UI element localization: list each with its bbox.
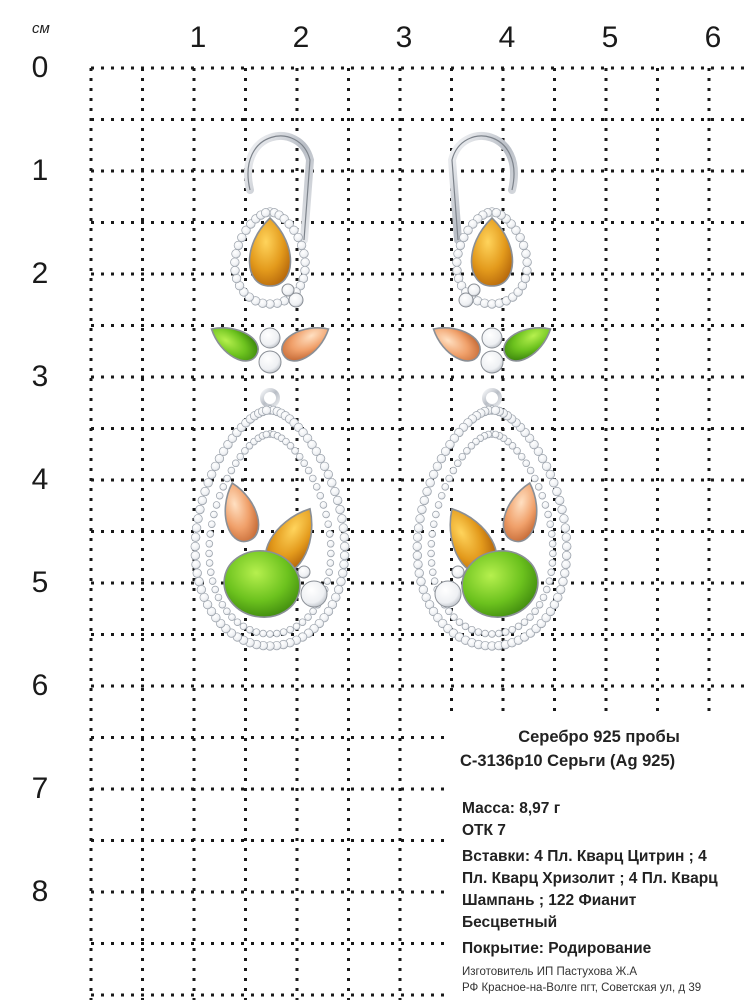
cz-stone bbox=[301, 581, 327, 607]
cz-stone bbox=[301, 258, 310, 267]
citrine-stone bbox=[472, 218, 513, 286]
cz-stone bbox=[451, 614, 458, 621]
cz-stone bbox=[445, 608, 452, 615]
cz-stone bbox=[454, 460, 461, 467]
cz-stone bbox=[531, 475, 538, 482]
label-mass: Масса: 8,97 г bbox=[462, 800, 561, 817]
cz-stone bbox=[259, 351, 281, 373]
label-maker-line: Изготовитель ИП Пастухова Ж.А bbox=[462, 966, 638, 978]
y-scale-tick-label: 2 bbox=[31, 257, 49, 290]
cz-stone bbox=[193, 569, 202, 578]
cz-stone bbox=[253, 629, 260, 636]
cz-stone bbox=[220, 483, 227, 490]
cz-stone bbox=[231, 266, 240, 275]
cz-stone bbox=[325, 521, 332, 528]
cz-stone bbox=[327, 550, 334, 557]
cz-stone bbox=[418, 505, 427, 514]
cz-stone bbox=[442, 483, 449, 490]
citrine-stone bbox=[250, 218, 291, 286]
cz-stone bbox=[337, 577, 346, 586]
cz-stone bbox=[309, 475, 316, 482]
cz-stone bbox=[523, 258, 532, 267]
cz-stone bbox=[509, 626, 516, 633]
cz-stone bbox=[273, 630, 280, 637]
cz-stone bbox=[192, 560, 201, 569]
cz-stone bbox=[267, 631, 274, 638]
silver-earring-right bbox=[413, 136, 571, 650]
cz-stone bbox=[518, 453, 525, 460]
cz-stone bbox=[548, 569, 555, 576]
cz-stone bbox=[196, 505, 205, 514]
cz-stone bbox=[229, 614, 236, 621]
x-scale-tick-label: 6 bbox=[704, 21, 722, 54]
y-scale-tick-label: 7 bbox=[31, 772, 49, 805]
cz-stone bbox=[492, 208, 501, 217]
cz-stone bbox=[313, 483, 320, 490]
y-scale-tick-label: 3 bbox=[31, 360, 49, 393]
cz-stone bbox=[560, 514, 569, 523]
cz-stone bbox=[450, 467, 457, 474]
cz-stone bbox=[562, 551, 571, 560]
cz-stone bbox=[287, 626, 294, 633]
cz-stone bbox=[234, 619, 241, 626]
cz-stone bbox=[415, 569, 424, 578]
cz-stone bbox=[416, 514, 425, 523]
cz-stone bbox=[546, 470, 555, 479]
cz-stone bbox=[338, 569, 347, 578]
cz-stone bbox=[191, 551, 200, 560]
cz-stone bbox=[542, 502, 549, 509]
cz-stone bbox=[331, 487, 340, 496]
cz-stone bbox=[215, 594, 222, 601]
cz-stone bbox=[198, 496, 207, 505]
cz-stone bbox=[191, 533, 200, 542]
cz-stone bbox=[549, 540, 556, 547]
jump-ring bbox=[262, 390, 278, 406]
cz-stone bbox=[212, 586, 219, 593]
cz-stone bbox=[260, 328, 280, 348]
cz-stone bbox=[191, 542, 200, 551]
cz-stone bbox=[453, 266, 462, 275]
cz-stone bbox=[553, 593, 562, 602]
cz-stone bbox=[419, 585, 428, 594]
cz-stone bbox=[340, 542, 349, 551]
cz-stone bbox=[428, 550, 435, 557]
cz-stone bbox=[324, 578, 331, 585]
cz-stone bbox=[320, 462, 329, 471]
cz-stone bbox=[339, 524, 348, 533]
cz-stone bbox=[209, 578, 216, 585]
cz-stone bbox=[429, 531, 436, 538]
cz-stone bbox=[326, 531, 333, 538]
cz-stone bbox=[223, 608, 230, 615]
x-scale-tick-label: 2 bbox=[292, 21, 310, 54]
cz-stone bbox=[549, 479, 558, 488]
x-scale-tick-label: 3 bbox=[395, 21, 413, 54]
cz-stone bbox=[417, 577, 426, 586]
cz-stone bbox=[562, 560, 571, 569]
x-scale-tick-label: 4 bbox=[498, 21, 516, 54]
cz-stone bbox=[549, 550, 556, 557]
cz-stone bbox=[546, 578, 553, 585]
cz-stone bbox=[204, 479, 213, 488]
champagne-stone bbox=[277, 317, 335, 366]
cz-stone bbox=[420, 496, 429, 505]
cz-stone bbox=[468, 626, 475, 633]
cz-stone bbox=[320, 502, 327, 509]
cz-stone bbox=[435, 581, 461, 607]
cz-stone bbox=[556, 585, 565, 594]
cz-stone bbox=[317, 492, 324, 499]
cz-stone bbox=[211, 462, 220, 471]
cz-stone bbox=[535, 483, 542, 490]
cz-stone bbox=[431, 578, 438, 585]
cz-stone bbox=[547, 521, 554, 528]
cz-stone bbox=[413, 551, 422, 560]
cz-stone bbox=[305, 467, 312, 474]
product-label-card bbox=[448, 712, 750, 1000]
label-title: Серебро 925 пробы bbox=[518, 728, 680, 746]
cz-stone bbox=[293, 623, 300, 630]
cz-stone bbox=[558, 505, 567, 514]
cz-stone bbox=[454, 249, 463, 258]
cz-stone bbox=[413, 533, 422, 542]
cz-stone bbox=[216, 492, 223, 499]
cz-stone bbox=[515, 623, 522, 630]
y-scale-tick-label: 6 bbox=[31, 669, 49, 702]
cz-stone bbox=[495, 630, 502, 637]
cz-stone bbox=[327, 560, 334, 567]
cz-stone bbox=[464, 447, 471, 454]
cz-stone bbox=[562, 542, 571, 551]
cz-stone bbox=[553, 487, 562, 496]
cz-stone bbox=[340, 533, 349, 542]
y-scale-tick-label: 0 bbox=[31, 51, 49, 84]
label-inserts-line: Бесцветный bbox=[462, 914, 558, 931]
cz-stone bbox=[428, 560, 435, 567]
cz-stone bbox=[201, 487, 210, 496]
cz-stone bbox=[561, 524, 570, 533]
cz-stone bbox=[489, 631, 496, 638]
cz-stone bbox=[527, 614, 534, 621]
cz-stone bbox=[548, 531, 555, 538]
cz-stone bbox=[414, 560, 423, 569]
cz-stone bbox=[437, 454, 446, 463]
champagne-stone bbox=[427, 317, 485, 366]
cz-stone bbox=[246, 626, 253, 633]
y-scale-tick-label: 5 bbox=[31, 566, 49, 599]
y-scale-tick-label: 1 bbox=[31, 154, 49, 187]
cz-stone bbox=[292, 447, 299, 454]
cz-stone bbox=[545, 511, 552, 518]
cz-stone bbox=[305, 614, 312, 621]
cz-stone bbox=[523, 460, 530, 467]
cz-stone bbox=[263, 431, 270, 438]
label-article: С-3136р10 Серьги (Ag 925) bbox=[460, 752, 676, 770]
cz-stone bbox=[206, 560, 213, 567]
cz-stone bbox=[482, 630, 489, 637]
x-scale-tick-label: 1 bbox=[189, 21, 207, 54]
cz-stone bbox=[207, 569, 214, 576]
cz-stone bbox=[338, 514, 347, 523]
cz-stone bbox=[280, 629, 287, 636]
cz-stone bbox=[523, 266, 532, 275]
cz-stone bbox=[492, 431, 499, 438]
cz-stone bbox=[260, 630, 267, 637]
cz-stone bbox=[262, 406, 271, 415]
cz-stone bbox=[446, 475, 453, 482]
cz-stone bbox=[324, 470, 333, 479]
cz-stone bbox=[522, 249, 531, 258]
cz-stone bbox=[294, 233, 303, 242]
cz-stone bbox=[555, 496, 564, 505]
cz-stone bbox=[543, 586, 550, 593]
cz-stone bbox=[261, 208, 270, 217]
cz-stone bbox=[297, 241, 306, 250]
cz-stone bbox=[453, 258, 462, 267]
cz-stone bbox=[559, 577, 568, 586]
cz-stone bbox=[426, 479, 435, 488]
cz-stone bbox=[527, 467, 534, 474]
cz-stone bbox=[207, 531, 214, 538]
cz-stone bbox=[340, 551, 349, 560]
cz-stone bbox=[481, 351, 503, 373]
cz-stone bbox=[327, 540, 334, 547]
cz-stone bbox=[210, 511, 217, 518]
cz-stone bbox=[428, 540, 435, 547]
cz-stone bbox=[200, 593, 209, 602]
jump-ring bbox=[484, 390, 500, 406]
cz-stone bbox=[300, 249, 309, 258]
cz-stone bbox=[549, 560, 556, 567]
y-scale-tick-label: 4 bbox=[31, 463, 49, 496]
ear-hook bbox=[452, 136, 514, 240]
cz-stone bbox=[562, 533, 571, 542]
cz-stone bbox=[207, 470, 216, 479]
cz-stone bbox=[560, 569, 569, 578]
cz-stone bbox=[197, 585, 206, 594]
label-inserts-line: Шампань ; 122 Фианит bbox=[462, 892, 637, 909]
label-otk: ОТК 7 bbox=[462, 822, 506, 839]
cz-stone bbox=[208, 521, 215, 528]
cz-stone bbox=[195, 577, 204, 586]
cz-stone bbox=[456, 241, 465, 250]
cz-stone bbox=[433, 462, 442, 471]
cz-stone bbox=[536, 601, 543, 608]
silver-earring-left bbox=[191, 136, 349, 650]
label-coating: Покрытие: Родирование bbox=[462, 940, 652, 957]
cz-stone bbox=[475, 629, 482, 636]
label-inserts-line: Пл. Кварц Хризолит ; 4 Пл. Кварц bbox=[462, 870, 718, 887]
cz-stone bbox=[460, 233, 469, 242]
label-inserts-line: Вставки: 4 Пл. Кварц Цитрин ; 4 bbox=[462, 848, 707, 865]
cz-stone bbox=[521, 274, 530, 283]
cz-stone bbox=[414, 524, 423, 533]
cz-stone bbox=[482, 328, 502, 348]
cz-stone bbox=[326, 569, 333, 576]
cz-stone bbox=[435, 502, 442, 509]
cz-stone bbox=[468, 284, 480, 296]
cz-stone bbox=[301, 460, 308, 467]
y-scale-tick-label: 8 bbox=[31, 875, 49, 908]
cz-stone bbox=[413, 542, 422, 551]
cz-stone bbox=[232, 460, 239, 467]
cz-stone bbox=[310, 608, 317, 615]
cz-stone bbox=[224, 475, 231, 482]
cz-stone bbox=[316, 454, 325, 463]
cz-stone bbox=[429, 470, 438, 479]
cz-stone bbox=[323, 511, 330, 518]
cz-stone bbox=[502, 629, 509, 636]
cz-stone bbox=[299, 619, 306, 626]
x-scale-tick-label: 5 bbox=[601, 21, 619, 54]
cz-stone bbox=[340, 560, 349, 569]
cz-stone bbox=[438, 492, 445, 499]
cz-stone bbox=[194, 514, 203, 523]
cz-stone bbox=[432, 511, 439, 518]
cz-stone bbox=[491, 406, 500, 415]
ear-hook bbox=[248, 136, 310, 240]
cz-stone bbox=[301, 266, 310, 275]
cz-stone bbox=[430, 521, 437, 528]
cz-stone bbox=[282, 284, 294, 296]
cz-stone bbox=[234, 241, 243, 250]
cz-stone bbox=[327, 479, 336, 488]
cz-stone bbox=[521, 619, 528, 626]
cz-stone bbox=[298, 566, 310, 578]
cz-stone bbox=[240, 623, 247, 630]
cz-stone bbox=[232, 249, 241, 258]
cz-stone bbox=[336, 505, 345, 514]
cz-stone bbox=[228, 467, 235, 474]
cz-stone bbox=[462, 623, 469, 630]
cz-stone bbox=[192, 524, 201, 533]
cz-stone bbox=[232, 274, 241, 283]
cz-stone bbox=[459, 453, 466, 460]
scale-unit-label: см bbox=[32, 20, 50, 37]
cz-stone bbox=[532, 608, 539, 615]
cz-stone bbox=[213, 502, 220, 509]
cz-stone bbox=[296, 453, 303, 460]
cz-stone bbox=[539, 492, 546, 499]
cz-stone bbox=[519, 241, 528, 250]
cz-stone bbox=[206, 540, 213, 547]
cz-stone bbox=[334, 585, 343, 594]
cz-stone bbox=[206, 550, 213, 557]
cz-stone bbox=[219, 601, 226, 608]
chrysolite-stone bbox=[499, 317, 557, 366]
cz-stone bbox=[333, 496, 342, 505]
cz-stone bbox=[231, 258, 240, 267]
cz-stone bbox=[429, 569, 436, 576]
cz-stone bbox=[452, 566, 464, 578]
cz-stone bbox=[456, 619, 463, 626]
cz-stone bbox=[237, 453, 244, 460]
label-maker-line: РФ Красное-на-Волге пгт, Советская ул, д 39 bbox=[462, 982, 702, 994]
cz-stone bbox=[423, 487, 432, 496]
cz-stone bbox=[540, 594, 547, 601]
cz-stone bbox=[542, 462, 551, 471]
